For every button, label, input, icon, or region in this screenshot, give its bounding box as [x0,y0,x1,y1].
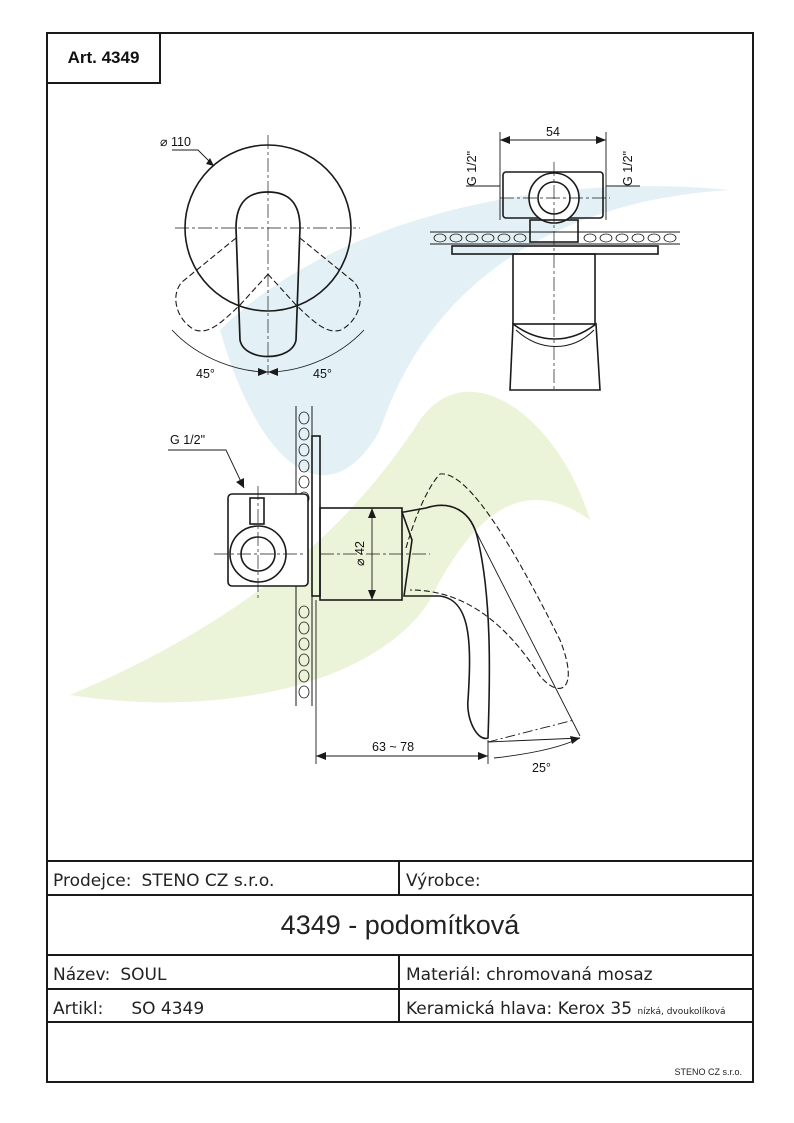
dim-diameter-110: ⌀ 110 [160,135,191,149]
cartridge-label: Keramická hlava: [406,999,553,1019]
dim-angle-left: 45° [196,367,215,381]
article-cell [53,999,204,1019]
table-divider-1 [398,860,400,894]
dim-diameter-42: ⌀ 42 [353,541,367,566]
material-cell [406,965,653,985]
cartridge-value: Kerox 35 [557,999,633,1019]
dim-angle-25: 25° [532,761,551,775]
table-rule-5 [46,1021,754,1023]
name-cell [53,965,166,985]
material-value: chromovaná mosaz [486,965,653,985]
product-title: 4349 - podomítková [280,909,520,940]
table-rule-3 [46,954,754,956]
cartridge-cell [406,999,726,1019]
dim-depth: 63 ~ 78 [372,740,415,754]
article-value: SO 4349 [131,999,205,1019]
seller-value: STENO CZ s.r.o. [141,871,275,891]
table-rule-4 [46,988,754,990]
table-top-rule [46,860,754,862]
article-label: Artikl: [53,999,104,1019]
article-number: Art. 4349 [67,48,140,67]
seller-cell [53,871,274,891]
name-value: SOUL [120,965,167,985]
maker-label: Výrobce: [406,871,481,891]
maker-cell [406,871,481,891]
name-label: Název: [53,965,111,985]
dim-angle-right: 45° [313,367,332,381]
dim-width-54: 54 [546,125,560,139]
cartridge-note: nízká, dvoukolíková [637,1007,726,1017]
dim-thread-left: G 1/2" [465,150,479,186]
seller-label: Prodejce: [53,871,132,891]
material-label: Materiál: [406,965,481,985]
article-number-box [46,32,161,84]
footer-company: STENO CZ s.r.o. [674,1067,742,1077]
dim-thread-right: G 1/2" [621,150,635,186]
dim-thread-side: G 1/2" [170,433,206,447]
table-divider-2 [398,954,400,1021]
